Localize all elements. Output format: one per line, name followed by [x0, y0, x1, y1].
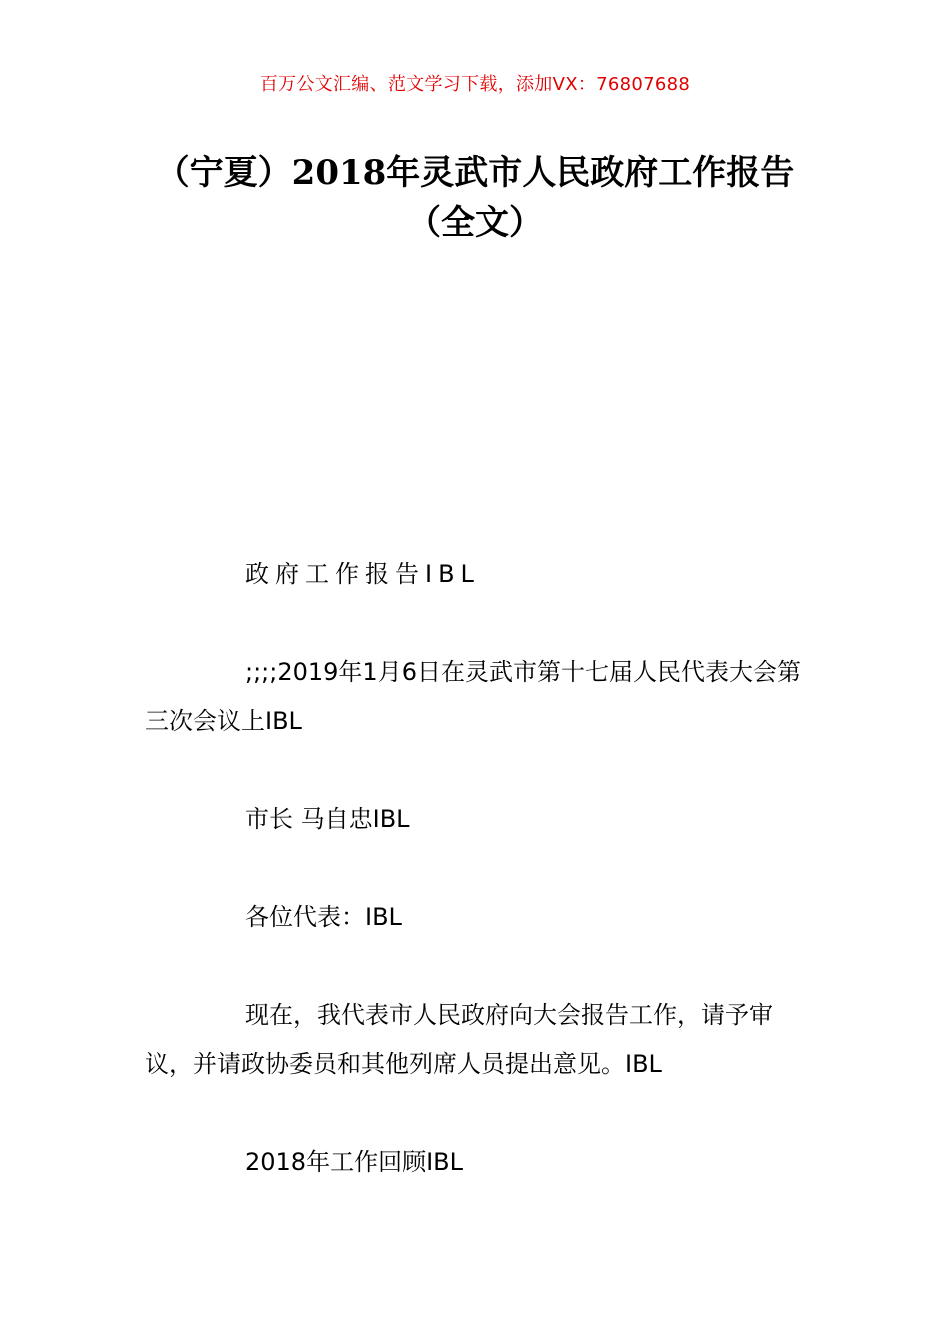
- paragraph-salutation: 各位代表：IBL: [245, 903, 402, 931]
- paragraph-speaker: 市长 马自忠IBL: [245, 805, 410, 833]
- paragraph-section-heading: 2018年工作回顾IBL: [245, 1148, 463, 1176]
- paragraph-meeting-info: ;;;;2019年1月6日在灵武市第十七届人民代表大会第三次会议上IBL: [145, 658, 801, 735]
- title-line-1: （宁夏）2018年灵武市人民政府工作报告: [155, 153, 795, 193]
- paragraph-introduction: 现在，我代表市人民政府向大会报告工作，请予审议，并请政协委员和其他列席人员提出意见。IBL: [145, 1001, 773, 1078]
- title-line-2: （全文）: [407, 203, 543, 243]
- header-note: 百万公文汇编、范文学习下载，添加VX：76807688: [259, 74, 691, 95]
- document-title: [120, 148, 830, 248]
- paragraph-report-heading: 政府工作报告IBL: [245, 560, 480, 588]
- document-body: [145, 550, 810, 1236]
